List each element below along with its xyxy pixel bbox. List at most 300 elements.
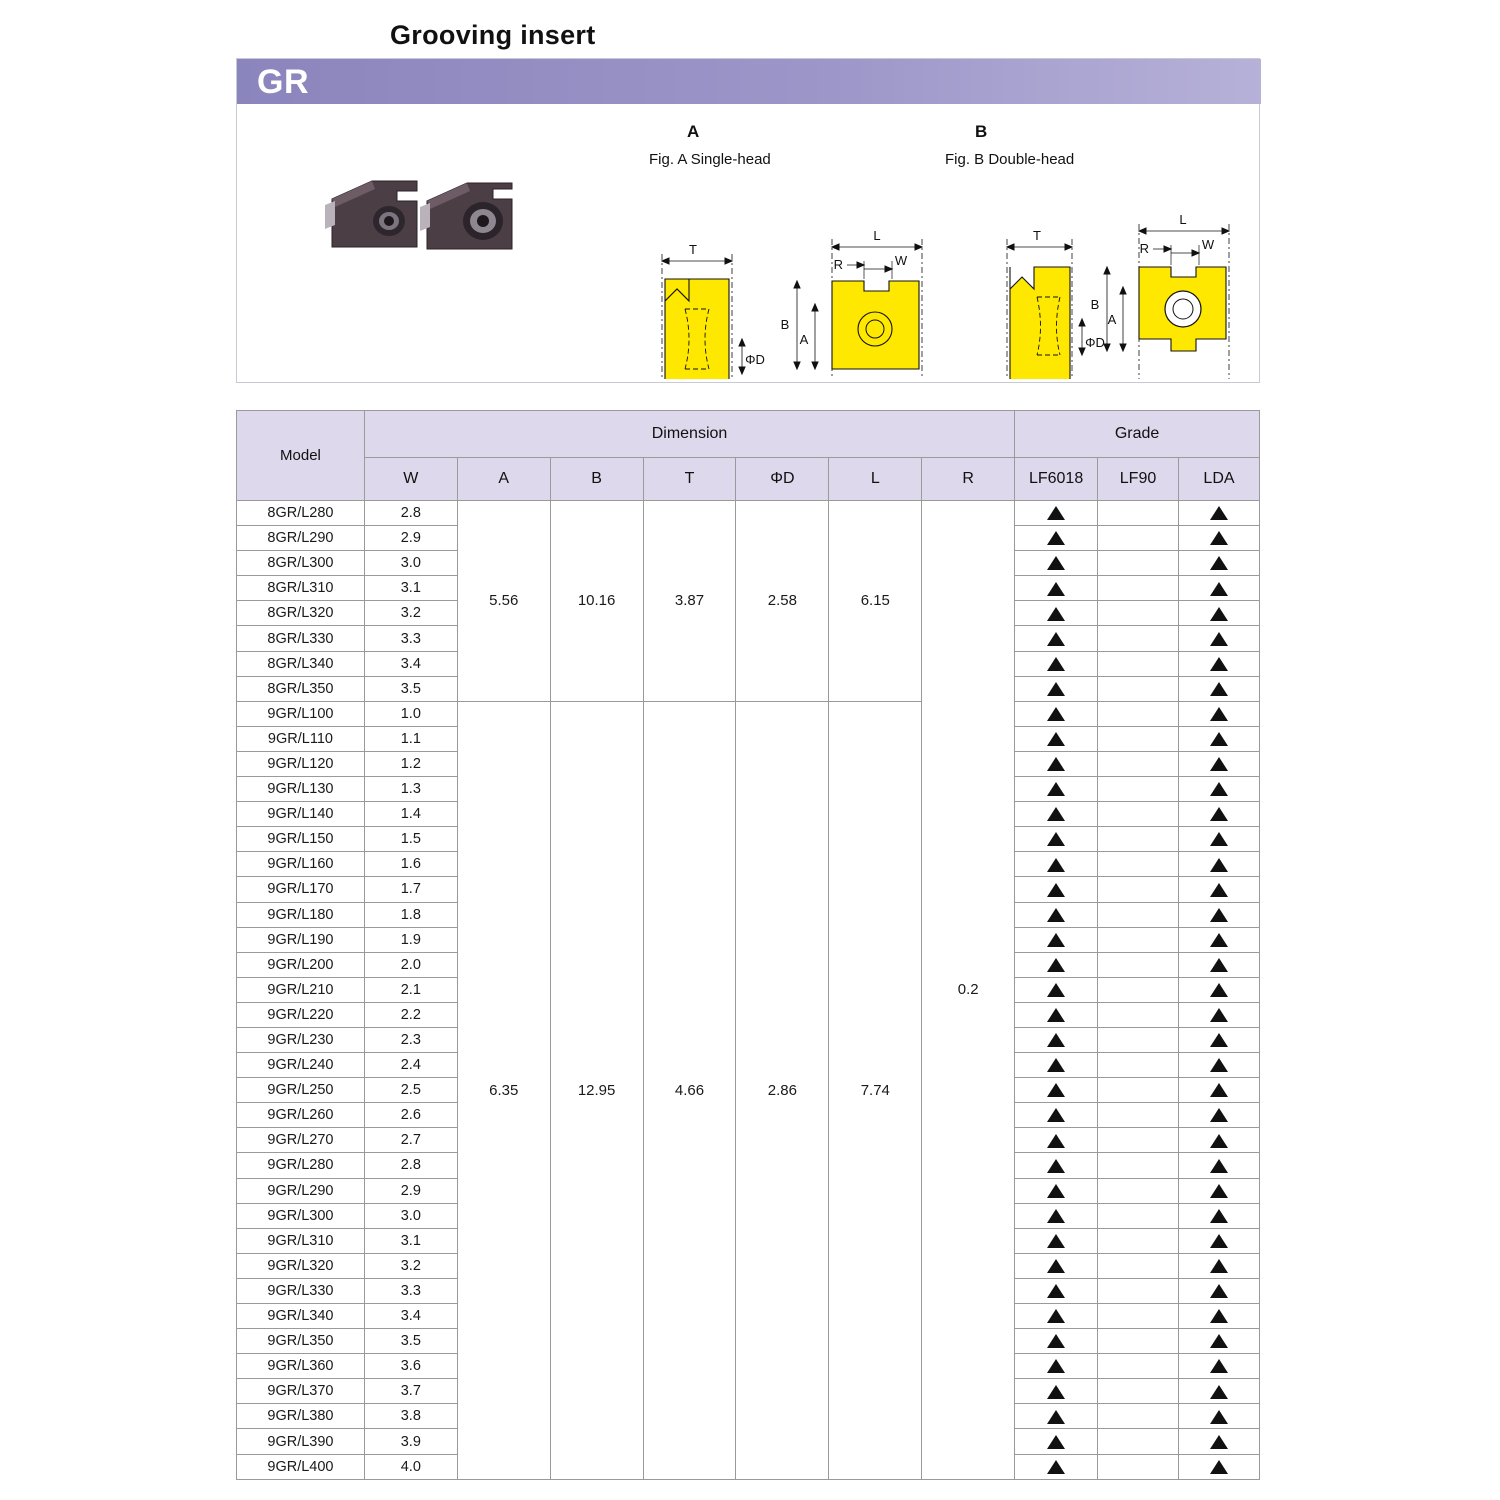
svg-text:L: L	[873, 228, 881, 243]
cell-model: 9GR/L310	[237, 1228, 365, 1253]
triangle-mark-icon	[1210, 1134, 1228, 1148]
cell-grade-lf6018	[1015, 601, 1098, 626]
cell-model: 9GR/L250	[237, 1078, 365, 1103]
cell-grade-lf6018	[1015, 1329, 1098, 1354]
cell-grade-lf90	[1098, 852, 1179, 877]
cell-grade-lf6018	[1015, 701, 1098, 726]
cell-grade-lda	[1178, 526, 1259, 551]
cell-grade-lf6018	[1015, 526, 1098, 551]
cell-w: 3.3	[364, 626, 457, 651]
triangle-mark-icon	[1210, 782, 1228, 796]
cell-model: 8GR/L320	[237, 601, 365, 626]
cell-w: 3.2	[364, 601, 457, 626]
svg-text:ΦD: ΦD	[745, 352, 765, 367]
triangle-mark-icon	[1047, 732, 1065, 746]
cell-grade-lf90	[1098, 526, 1179, 551]
col-group-dimension: Dimension	[364, 411, 1014, 458]
table-body	[237, 501, 1260, 1480]
cell-grade-lf90	[1098, 576, 1179, 601]
cell-w: 2.9	[364, 1178, 457, 1203]
cell-grade-lf90	[1098, 1454, 1179, 1479]
cell-grade-lf6018	[1015, 1304, 1098, 1329]
figure-a-letter: A	[687, 122, 700, 141]
cell-grade-lf6018	[1015, 676, 1098, 701]
cell-grade-lf90	[1098, 1103, 1179, 1128]
cell-grade-lda	[1178, 852, 1259, 877]
cell-grade-lf90	[1098, 1329, 1179, 1354]
cell-grade-lda	[1178, 501, 1259, 526]
cell-d-shared: 2.58	[736, 501, 829, 702]
cell-grade-lda	[1178, 952, 1259, 977]
cell-grade-lf90	[1098, 651, 1179, 676]
cell-grade-lda	[1178, 576, 1259, 601]
triangle-mark-icon	[1047, 782, 1065, 796]
triangle-mark-icon	[1210, 1008, 1228, 1022]
cell-model: 9GR/L370	[237, 1379, 365, 1404]
cell-grade-lf90	[1098, 1404, 1179, 1429]
cell-model: 9GR/L190	[237, 927, 365, 952]
cell-grade-lda	[1178, 1228, 1259, 1253]
triangle-mark-icon	[1210, 1033, 1228, 1047]
cell-w: 1.5	[364, 827, 457, 852]
cell-grade-lda	[1178, 1253, 1259, 1278]
cell-grade-lda	[1178, 1454, 1259, 1479]
triangle-mark-icon	[1210, 556, 1228, 570]
triangle-mark-icon	[1210, 757, 1228, 771]
cell-a-shared: 6.35	[457, 701, 550, 1479]
cell-grade-lf6018	[1015, 576, 1098, 601]
triangle-mark-icon	[1210, 908, 1228, 922]
cell-w: 4.0	[364, 1454, 457, 1479]
triangle-mark-icon	[1047, 1435, 1065, 1449]
table-row	[237, 701, 1260, 726]
svg-text:B: B	[780, 317, 790, 332]
cell-w: 2.9	[364, 526, 457, 551]
triangle-mark-icon	[1210, 1309, 1228, 1323]
cell-w: 3.0	[364, 551, 457, 576]
cell-grade-lf90	[1098, 927, 1179, 952]
cell-grade-lda	[1178, 1278, 1259, 1303]
cell-b-shared: 12.95	[550, 701, 643, 1479]
cell-grade-lda	[1178, 1329, 1259, 1354]
triangle-mark-icon	[1210, 958, 1228, 972]
svg-text:W: W	[1201, 237, 1215, 252]
triangle-mark-icon	[1210, 1334, 1228, 1348]
cell-grade-lf6018	[1015, 1053, 1098, 1078]
triangle-mark-icon	[1210, 1460, 1228, 1474]
cell-grade-lda	[1178, 927, 1259, 952]
cell-grade-lda	[1178, 1103, 1259, 1128]
triangle-mark-icon	[1047, 1234, 1065, 1248]
triangle-mark-icon	[1047, 1184, 1065, 1198]
triangle-mark-icon	[1047, 531, 1065, 545]
cell-grade-lf6018	[1015, 1103, 1098, 1128]
cell-grade-lf6018	[1015, 927, 1098, 952]
cell-model: 8GR/L350	[237, 676, 365, 701]
triangle-mark-icon	[1210, 1209, 1228, 1223]
cell-grade-lda	[1178, 676, 1259, 701]
cell-grade-lf6018	[1015, 626, 1098, 651]
cell-grade-lda	[1178, 1354, 1259, 1379]
cell-w: 2.6	[364, 1103, 457, 1128]
col-header-w: W	[364, 458, 457, 501]
svg-text:A: A	[1107, 312, 1117, 327]
triangle-mark-icon	[1210, 883, 1228, 897]
cell-a-shared: 5.56	[457, 501, 550, 702]
cell-r-shared: 0.2	[922, 501, 1015, 1480]
cell-grade-lda	[1178, 1153, 1259, 1178]
cell-grade-lf6018	[1015, 1228, 1098, 1253]
cell-grade-lf90	[1098, 1379, 1179, 1404]
cell-grade-lda	[1178, 701, 1259, 726]
cell-grade-lf90	[1098, 1178, 1179, 1203]
page-title: Grooving insert	[390, 20, 596, 50]
cell-model: 8GR/L300	[237, 551, 365, 576]
triangle-mark-icon	[1047, 858, 1065, 872]
cell-grade-lf90	[1098, 1153, 1179, 1178]
cell-w: 3.9	[364, 1429, 457, 1454]
cell-grade-lf90	[1098, 777, 1179, 802]
cell-grade-lda	[1178, 877, 1259, 902]
cell-model: 9GR/L360	[237, 1354, 365, 1379]
cell-grade-lda	[1178, 726, 1259, 751]
cell-model: 9GR/L300	[237, 1203, 365, 1228]
cell-w: 3.1	[364, 1228, 457, 1253]
cell-grade-lf6018	[1015, 1078, 1098, 1103]
cell-grade-lf90	[1098, 977, 1179, 1002]
triangle-mark-icon	[1047, 933, 1065, 947]
triangle-mark-icon	[1210, 1234, 1228, 1248]
cell-grade-lf6018	[1015, 1278, 1098, 1303]
cell-grade-lf90	[1098, 601, 1179, 626]
cell-w: 3.5	[364, 676, 457, 701]
cell-w: 3.4	[364, 1304, 457, 1329]
triangle-mark-icon	[1047, 908, 1065, 922]
cell-model: 9GR/L170	[237, 877, 365, 902]
cell-model: 9GR/L230	[237, 1027, 365, 1052]
cell-grade-lda	[1178, 902, 1259, 927]
cell-w: 2.0	[364, 952, 457, 977]
cell-w: 1.1	[364, 726, 457, 751]
col-header-lf90: LF90	[1098, 458, 1179, 501]
cell-model: 9GR/L350	[237, 1329, 365, 1354]
cell-grade-lf6018	[1015, 751, 1098, 776]
cell-grade-lda	[1178, 751, 1259, 776]
triangle-mark-icon	[1210, 1108, 1228, 1122]
cell-grade-lf90	[1098, 1304, 1179, 1329]
triangle-mark-icon	[1210, 1083, 1228, 1097]
triangle-mark-icon	[1047, 1108, 1065, 1122]
cell-grade-lf6018	[1015, 952, 1098, 977]
triangle-mark-icon	[1210, 732, 1228, 746]
col-header-t: T	[643, 458, 736, 501]
triangle-mark-icon	[1210, 983, 1228, 997]
cell-grade-lf6018	[1015, 551, 1098, 576]
cell-model: 9GR/L260	[237, 1103, 365, 1128]
triangle-mark-icon	[1047, 1159, 1065, 1173]
cell-model: 9GR/L380	[237, 1404, 365, 1429]
triangle-mark-icon	[1047, 1033, 1065, 1047]
cell-t-shared: 3.87	[643, 501, 736, 702]
cell-model: 9GR/L110	[237, 726, 365, 751]
triangle-mark-icon	[1047, 1410, 1065, 1424]
svg-text:T: T	[689, 242, 697, 257]
cell-grade-lf90	[1098, 626, 1179, 651]
cell-grade-lda	[1178, 1002, 1259, 1027]
cell-w: 2.1	[364, 977, 457, 1002]
cell-grade-lf6018	[1015, 1404, 1098, 1429]
cell-w: 1.7	[364, 877, 457, 902]
triangle-mark-icon	[1210, 506, 1228, 520]
cell-w: 1.2	[364, 751, 457, 776]
cell-grade-lf90	[1098, 877, 1179, 902]
cell-grade-lf90	[1098, 1429, 1179, 1454]
cell-grade-lf6018	[1015, 651, 1098, 676]
triangle-mark-icon	[1047, 1284, 1065, 1298]
cell-grade-lda	[1178, 1379, 1259, 1404]
cell-grade-lf6018	[1015, 1203, 1098, 1228]
cell-w: 3.3	[364, 1278, 457, 1303]
cell-grade-lf6018	[1015, 1429, 1098, 1454]
cell-w: 1.9	[364, 927, 457, 952]
col-header-b: B	[550, 458, 643, 501]
cell-grade-lf90	[1098, 952, 1179, 977]
cell-l-shared: 6.15	[829, 501, 922, 702]
cell-model: 9GR/L400	[237, 1454, 365, 1479]
cell-grade-lf6018	[1015, 1379, 1098, 1404]
col-group-grade: Grade	[1015, 411, 1260, 458]
triangle-mark-icon	[1047, 1259, 1065, 1273]
cell-model: 8GR/L310	[237, 576, 365, 601]
cell-model: 9GR/L180	[237, 902, 365, 927]
triangle-mark-icon	[1210, 1058, 1228, 1072]
cell-grade-lda	[1178, 1304, 1259, 1329]
col-header-a: A	[457, 458, 550, 501]
cell-grade-lf6018	[1015, 726, 1098, 751]
triangle-mark-icon	[1047, 1008, 1065, 1022]
cell-model: 9GR/L220	[237, 1002, 365, 1027]
svg-text:W: W	[894, 253, 908, 268]
cell-grade-lf6018	[1015, 1128, 1098, 1153]
triangle-mark-icon	[1210, 1159, 1228, 1173]
triangle-mark-icon	[1047, 1359, 1065, 1373]
product-hero-panel	[236, 58, 1260, 383]
cell-grade-lf6018	[1015, 827, 1098, 852]
triangle-mark-icon	[1047, 1058, 1065, 1072]
cell-w: 2.8	[364, 501, 457, 526]
cell-grade-lf6018	[1015, 1354, 1098, 1379]
triangle-mark-icon	[1210, 1359, 1228, 1373]
svg-text:B: B	[1090, 297, 1100, 312]
triangle-mark-icon	[1047, 607, 1065, 621]
triangle-mark-icon	[1047, 883, 1065, 897]
triangle-mark-icon	[1047, 632, 1065, 646]
cell-w: 1.3	[364, 777, 457, 802]
triangle-mark-icon	[1210, 1410, 1228, 1424]
table-head	[237, 411, 1260, 501]
cell-w: 3.6	[364, 1354, 457, 1379]
triangle-mark-icon	[1210, 632, 1228, 646]
cell-model: 9GR/L320	[237, 1253, 365, 1278]
cell-grade-lda	[1178, 1404, 1259, 1429]
svg-text:R: R	[833, 257, 843, 272]
cell-model: 9GR/L390	[237, 1429, 365, 1454]
cell-grade-lf6018	[1015, 1027, 1098, 1052]
col-header-lda: LDA	[1178, 458, 1259, 501]
cell-grade-lf6018	[1015, 1002, 1098, 1027]
cell-grade-lda	[1178, 626, 1259, 651]
cell-grade-lf90	[1098, 902, 1179, 927]
hero-header-bar	[237, 59, 1261, 104]
cell-grade-lf90	[1098, 1228, 1179, 1253]
triangle-mark-icon	[1047, 657, 1065, 671]
cell-grade-lf90	[1098, 751, 1179, 776]
figure-b-letter: B	[975, 122, 988, 141]
cell-w: 3.1	[364, 576, 457, 601]
cell-w: 3.2	[364, 1253, 457, 1278]
cell-grade-lf90	[1098, 1053, 1179, 1078]
triangle-mark-icon	[1210, 682, 1228, 696]
triangle-mark-icon	[1210, 1284, 1228, 1298]
spec-table	[236, 410, 1260, 1480]
svg-text:ΦD: ΦD	[1085, 335, 1105, 350]
triangle-mark-icon	[1047, 1083, 1065, 1097]
triangle-mark-icon	[1210, 582, 1228, 596]
triangle-mark-icon	[1047, 1385, 1065, 1399]
triangle-mark-icon	[1047, 682, 1065, 696]
cell-model: 9GR/L340	[237, 1304, 365, 1329]
cell-grade-lf6018	[1015, 1153, 1098, 1178]
cell-w: 2.3	[364, 1027, 457, 1052]
svg-text:L: L	[1179, 212, 1187, 227]
figure-a-caption: Fig. A Single-head	[649, 151, 771, 168]
cell-grade-lda	[1178, 1053, 1259, 1078]
spec-table-container	[236, 410, 1260, 1480]
cell-grade-lda	[1178, 601, 1259, 626]
cell-grade-lf90	[1098, 551, 1179, 576]
cell-t-shared: 4.66	[643, 701, 736, 1479]
cell-grade-lf6018	[1015, 777, 1098, 802]
cell-model: 8GR/L340	[237, 651, 365, 676]
cell-w: 2.2	[364, 1002, 457, 1027]
triangle-mark-icon	[1047, 832, 1065, 846]
cell-l-shared: 7.74	[829, 701, 922, 1479]
series-badge: GR	[257, 63, 309, 101]
cell-grade-lda	[1178, 1203, 1259, 1228]
svg-text:T: T	[1033, 228, 1041, 243]
triangle-mark-icon	[1210, 1184, 1228, 1198]
cell-grade-lda	[1178, 651, 1259, 676]
cell-w: 3.0	[364, 1203, 457, 1228]
triangle-mark-icon	[1047, 807, 1065, 821]
cell-grade-lda	[1178, 977, 1259, 1002]
cell-b-shared: 10.16	[550, 501, 643, 702]
cell-grade-lf90	[1098, 1078, 1179, 1103]
technical-drawing-group	[637, 169, 1297, 379]
cell-w: 1.8	[364, 902, 457, 927]
cell-model: 9GR/L100	[237, 701, 365, 726]
triangle-mark-icon	[1210, 1435, 1228, 1449]
figure-b-caption: Fig. B Double-head	[945, 151, 1075, 168]
cell-w: 3.4	[364, 651, 457, 676]
cell-grade-lda	[1178, 827, 1259, 852]
cell-model: 9GR/L240	[237, 1053, 365, 1078]
cell-model: 9GR/L290	[237, 1178, 365, 1203]
cell-w: 2.7	[364, 1128, 457, 1153]
cell-model: 9GR/L280	[237, 1153, 365, 1178]
cell-grade-lda	[1178, 777, 1259, 802]
cell-w: 2.8	[364, 1153, 457, 1178]
cell-model: 9GR/L150	[237, 827, 365, 852]
cell-grade-lf90	[1098, 1203, 1179, 1228]
cell-grade-lf90	[1098, 802, 1179, 827]
cell-grade-lf90	[1098, 501, 1179, 526]
triangle-mark-icon	[1210, 657, 1228, 671]
table-row	[237, 501, 1260, 526]
triangle-mark-icon	[1047, 506, 1065, 520]
cell-w: 3.8	[364, 1404, 457, 1429]
cell-w: 2.5	[364, 1078, 457, 1103]
cell-grade-lf90	[1098, 676, 1179, 701]
cell-grade-lf6018	[1015, 852, 1098, 877]
cell-w: 3.7	[364, 1379, 457, 1404]
triangle-mark-icon	[1047, 983, 1065, 997]
cell-grade-lf6018	[1015, 1253, 1098, 1278]
triangle-mark-icon	[1210, 807, 1228, 821]
cell-grade-lda	[1178, 1027, 1259, 1052]
cell-model: 9GR/L200	[237, 952, 365, 977]
cell-model: 9GR/L140	[237, 802, 365, 827]
triangle-mark-icon	[1047, 1209, 1065, 1223]
triangle-mark-icon	[1210, 531, 1228, 545]
col-header-model: Model	[237, 411, 365, 501]
triangle-mark-icon	[1210, 1385, 1228, 1399]
cell-grade-lf6018	[1015, 877, 1098, 902]
cell-model: 8GR/L290	[237, 526, 365, 551]
triangle-mark-icon	[1047, 1309, 1065, 1323]
cell-grade-lf90	[1098, 726, 1179, 751]
cell-d-shared: 2.86	[736, 701, 829, 1479]
cell-w: 3.5	[364, 1329, 457, 1354]
cell-grade-lf6018	[1015, 501, 1098, 526]
cell-grade-lda	[1178, 1128, 1259, 1153]
cell-w: 1.6	[364, 852, 457, 877]
triangle-mark-icon	[1047, 757, 1065, 771]
cell-grade-lf90	[1098, 701, 1179, 726]
col-header-l: L	[829, 458, 922, 501]
cell-grade-lf6018	[1015, 1178, 1098, 1203]
cell-grade-lda	[1178, 1429, 1259, 1454]
svg-text:A: A	[799, 332, 809, 347]
cell-grade-lf90	[1098, 1278, 1179, 1303]
cell-model: 8GR/L280	[237, 501, 365, 526]
triangle-mark-icon	[1047, 707, 1065, 721]
cell-grade-lda	[1178, 551, 1259, 576]
cell-w: 1.0	[364, 701, 457, 726]
cell-grade-lf6018	[1015, 977, 1098, 1002]
triangle-mark-icon	[1210, 707, 1228, 721]
col-header-lf6018: LF6018	[1015, 458, 1098, 501]
col-header-phid: ΦD	[736, 458, 829, 501]
triangle-mark-icon	[1210, 832, 1228, 846]
triangle-mark-icon	[1210, 858, 1228, 872]
cell-model: 9GR/L330	[237, 1278, 365, 1303]
triangle-mark-icon	[1047, 1334, 1065, 1348]
triangle-mark-icon	[1047, 1460, 1065, 1474]
triangle-mark-icon	[1047, 556, 1065, 570]
triangle-mark-icon	[1210, 1259, 1228, 1273]
cell-grade-lf90	[1098, 1027, 1179, 1052]
